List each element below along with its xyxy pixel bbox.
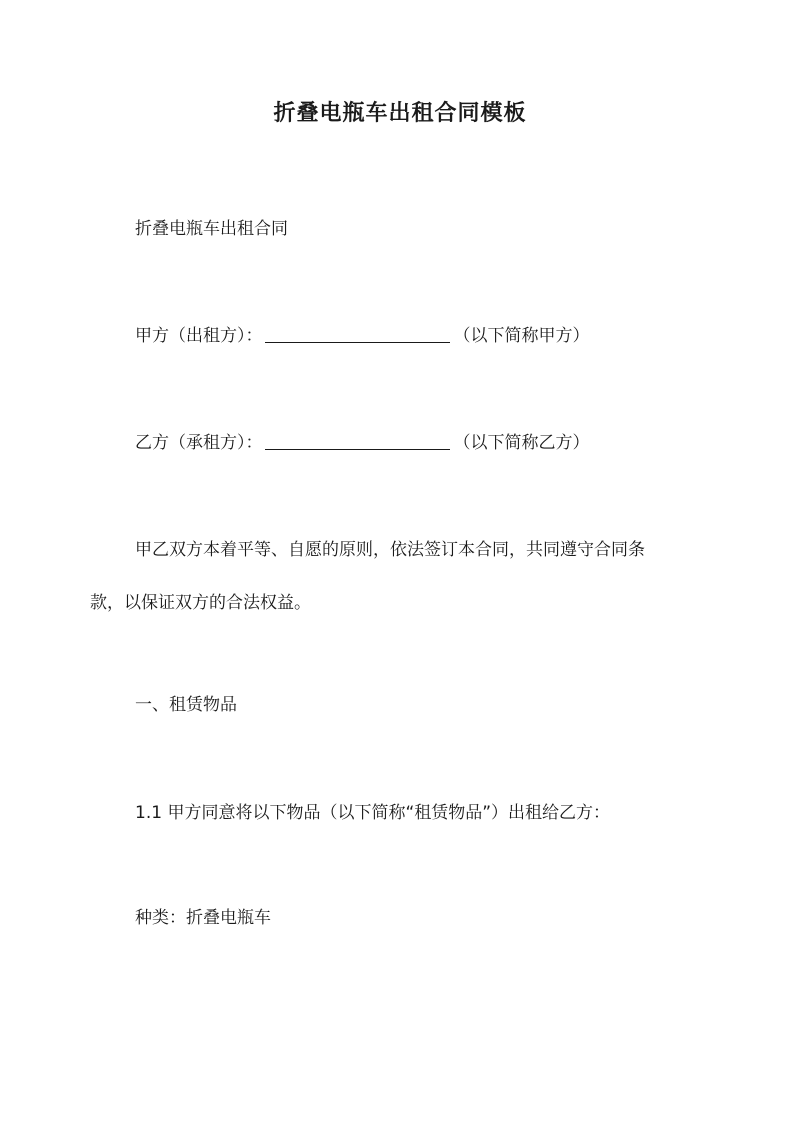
clause-1-1: 1.1 甲方同意将以下物品（以下简称“租赁物品”）出租给乙方： bbox=[135, 803, 611, 823]
party-a-label: 甲方（出租方）： bbox=[135, 326, 263, 346]
document-title: 折叠电瓶车出租合同模板 bbox=[273, 100, 527, 126]
item-type-line: 种类：折叠电瓶车 bbox=[135, 908, 271, 928]
contract-subtitle: 折叠电瓶车出租合同 bbox=[135, 219, 288, 239]
intro-paragraph-line-1: 甲乙双方本着平等、自愿的原则，依法签订本合同，共同遵守合同条 bbox=[135, 540, 645, 560]
party-a-line bbox=[135, 323, 755, 349]
section-1-heading: 一、租赁物品 bbox=[135, 695, 237, 715]
party-a-name-blank[interactable] bbox=[265, 324, 450, 343]
party-b-line bbox=[135, 430, 755, 456]
party-b-suffix: （以下简称乙方） bbox=[453, 433, 590, 453]
intro-paragraph-line-2: 款，以保证双方的合法权益。 bbox=[90, 593, 311, 613]
party-b-label: 乙方（承租方）： bbox=[135, 433, 263, 453]
party-a-suffix: （以下简称甲方） bbox=[453, 326, 590, 346]
party-b-name-blank[interactable] bbox=[265, 431, 450, 450]
